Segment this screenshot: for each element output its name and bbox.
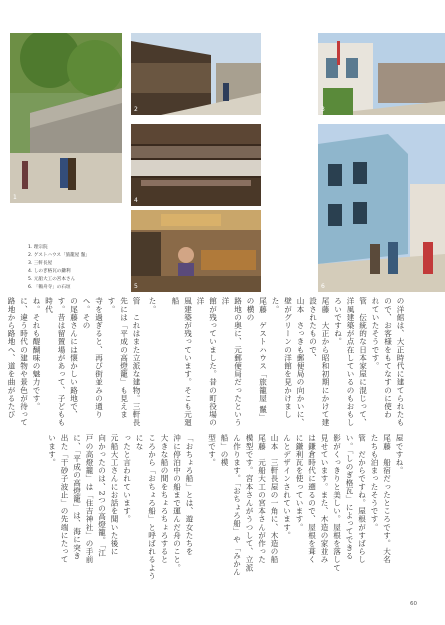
paragraph-line: 先には「平成の高燈籠」も見えます。 xyxy=(107,297,129,419)
paragraph-line: 山本 さっきも郵便局の向かいに、 xyxy=(296,297,305,427)
paragraph-line: 管 これはまた立派な建物。三軒長 xyxy=(132,297,141,427)
paragraph-line: 見せています。また、木造の家並み xyxy=(320,434,329,564)
paragraph-line: の洋館は、大正時代に建てられたも xyxy=(396,297,405,427)
photo-number: 1 xyxy=(13,194,17,201)
paragraph-line: れていたそうです。 xyxy=(371,297,380,370)
caption: 4. しのぎ格瓦の鎌利 xyxy=(28,269,71,274)
paragraph-line: ろいですね。 xyxy=(333,297,343,346)
text-block-lower-left-upper xyxy=(205,434,405,584)
paragraph-line: ん作ります。「おちょろ船」や「みかん船」の模 xyxy=(220,434,242,576)
paragraph-line: に、「平成の高燈籠」は、海に突き xyxy=(72,434,82,560)
paragraph-line: 尾藤 船宿だったところです。大名 xyxy=(382,434,392,564)
paragraph-line: 山本 三軒長屋の一角に、木造の船 xyxy=(270,434,279,564)
paragraph-line: 館が残っていました。昔の町役場の洋 xyxy=(196,297,218,427)
paragraph-line: たちも泊まったそうです。 xyxy=(370,434,379,532)
photo-boat-workshop xyxy=(131,210,261,292)
caption: 3. 三軒長屋 xyxy=(28,261,53,266)
paragraph-line: ので、お客様をもてなすのに使わ xyxy=(383,297,393,419)
paragraph-line: の尾藤さんには懐かしい路地で、 xyxy=(69,297,79,419)
photo-roof-tiles xyxy=(131,124,261,206)
paragraph-line: ころから「おちょろ船」と呼ばれるようにな xyxy=(135,434,157,580)
paragraph-line: 戸の高燈籠」は「住吉神社」の手前 xyxy=(85,434,94,564)
paragraph-line: んとデザインされています。 xyxy=(282,434,292,540)
photo-stone-wall xyxy=(10,33,122,203)
paragraph-line: 大きな船の間をちょろちょろすると xyxy=(160,434,169,564)
paragraph-line: 出た「干砂子波止」の先端にたって xyxy=(60,434,69,564)
paragraph-line: 「おちょろ船」とは、遊女たちを xyxy=(185,434,194,556)
paragraph-line: に鎌利瓦を使っています。 xyxy=(295,434,304,532)
caption: 2. ゲストハウス「旅籠屋 鬣」 xyxy=(28,253,91,258)
paragraph-line: 屋ですね。 xyxy=(395,434,404,475)
paragraph-line: 向かったのは、2つの高燈籠。「江 xyxy=(97,434,107,558)
paragraph-line: は鎌倉時代に遡るので、屋根を葺く xyxy=(307,434,317,564)
paragraph-line: 型です。 xyxy=(207,434,217,467)
paragraph-line: 元船大工さんにお話を聞いた後に xyxy=(110,434,119,556)
paragraph-line: 影がくっきりと美しい。屋根を落して xyxy=(332,434,342,572)
photo-number: 4 xyxy=(134,197,138,204)
paragraph-line: に、違う時代の建物や景色が待って xyxy=(19,297,29,427)
page-number: 60 xyxy=(410,601,417,607)
caption: 6. 「鵜舟寺」の石垣 xyxy=(28,285,71,290)
paragraph-line: います。 xyxy=(47,434,57,467)
paragraph-line: た。 xyxy=(148,297,157,314)
photo-number: 6 xyxy=(321,283,325,290)
text-block-upper-left xyxy=(218,297,222,429)
photo-number: 3 xyxy=(321,106,325,113)
photo-captions xyxy=(28,244,118,292)
paragraph-line: 設されたもので、 xyxy=(308,297,318,362)
paragraph-line: ね。それも醍醐味の魅力です。 xyxy=(32,297,41,411)
paragraph-line: 寺を過ぎると、再び街並みの通りへ。その xyxy=(82,297,104,419)
text-block-middle xyxy=(7,297,142,429)
photo-number: 2 xyxy=(134,106,138,113)
photo-row-houses xyxy=(318,33,445,115)
paragraph-line: す。昔は留置場があって、子どもも時代 xyxy=(44,297,66,427)
paragraph-line: 尾藤 元船大工の宮本さんが作った xyxy=(257,434,267,564)
paragraph-line: 尾藤 ゲストハウス「旅籠屋 鬣」の横の xyxy=(246,297,268,422)
paragraph-line: 沖に停泊中の船まで運んだ舟のこと。 xyxy=(172,434,182,572)
paragraph-line: い。「しのぎ格瓦」によってできる xyxy=(345,434,354,560)
paragraph-line: 管 伝統的な日本家屋に混じって、 xyxy=(358,297,368,427)
paragraph-line: 路地から路地へ、道を曲がるたび xyxy=(7,297,16,419)
photo-guesthouse-street xyxy=(131,33,261,115)
text-block-upper-right-tail xyxy=(146,297,158,429)
paragraph-line: ったと言われています。 xyxy=(122,434,132,524)
paragraph-line: 路地の奥に、元郵便局だったという洋 xyxy=(221,297,243,427)
photo-number: 5 xyxy=(134,283,138,290)
paragraph-line: 壁がグリーンの洋館を見かけました。 xyxy=(271,297,293,419)
paragraph-line: 尾藤 大正から昭和初期にかけて建 xyxy=(321,297,330,427)
paragraph-line: 管 だからですね。屋根がすばらし xyxy=(357,434,367,564)
caption: 1. 理宗院 xyxy=(28,245,48,250)
paragraph-line: 洋風建築が点在しているのもおもし xyxy=(346,297,355,427)
paragraph-line: 模型です。宮本さんがうつして、立派 xyxy=(245,434,254,572)
text-block-upper-right xyxy=(171,297,406,429)
caption: 5. 元船大工の宮本さん xyxy=(28,277,76,282)
text-block-lower-left xyxy=(40,434,195,584)
paragraph-line: 風建築が残っています。そこも元廻船 xyxy=(171,297,193,427)
photo-western-building xyxy=(318,124,445,292)
